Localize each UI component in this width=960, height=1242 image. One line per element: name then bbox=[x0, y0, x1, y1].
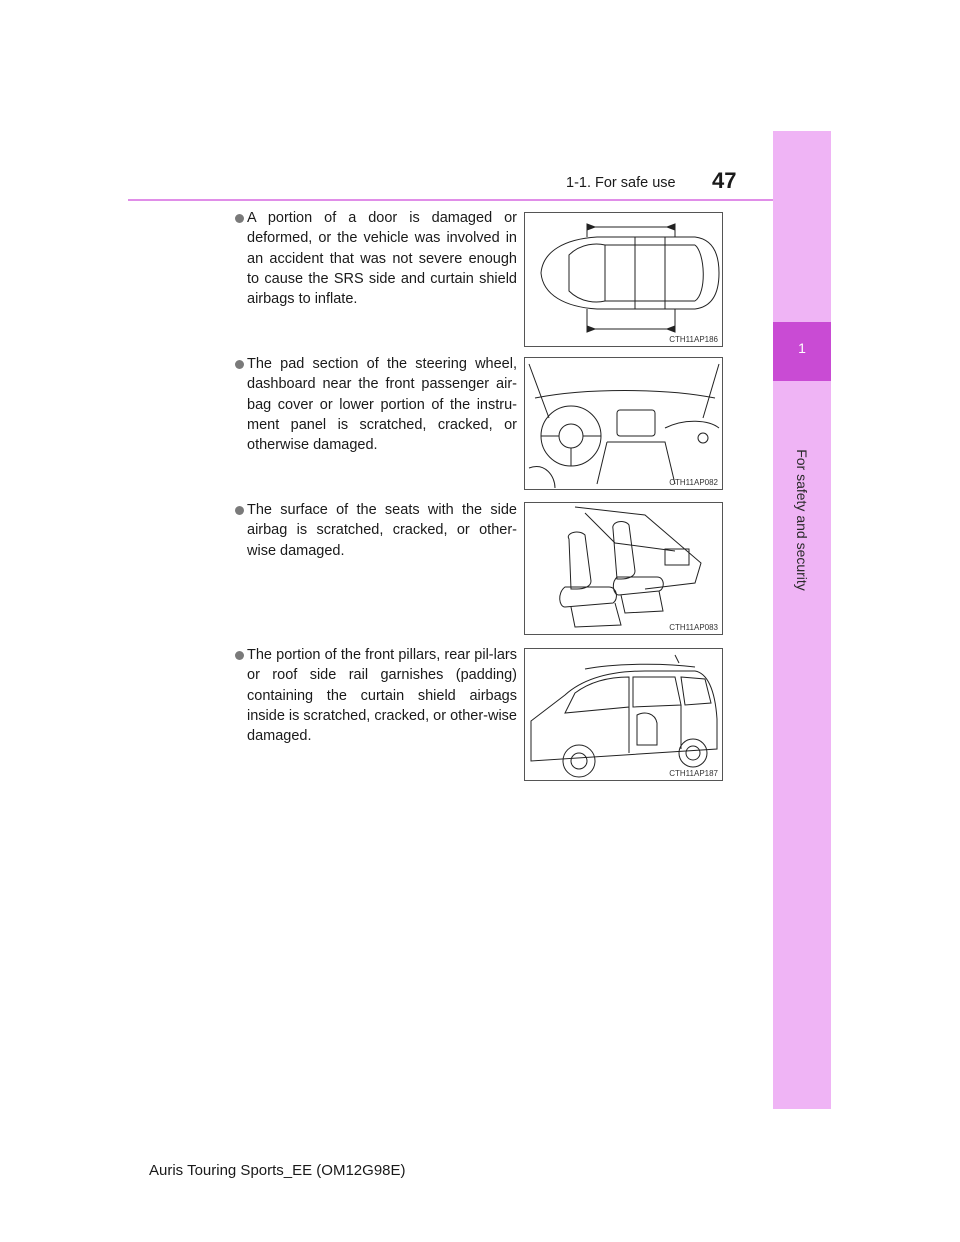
bullet-icon bbox=[235, 651, 244, 660]
header-rule bbox=[128, 199, 831, 201]
bullet-item bbox=[235, 354, 517, 455]
figure-dashboard bbox=[524, 357, 723, 490]
bullet-text: The portion of the front pillars, rear pil-lars or roof side rail garnishes (padding) containing the curtain shield airbags inside is scratched, cracked, or other-wise damaged. bbox=[247, 647, 517, 745]
bullet-text: The surface of the seats with the side airbag is scratched, cracked, or other-wise damaged. bbox=[247, 502, 517, 559]
dashboard-illustration bbox=[525, 358, 722, 489]
chapter-title: For safety and security bbox=[794, 449, 810, 591]
footer-text: Auris Touring Sports_EE (OM12G98E) bbox=[149, 1162, 406, 1179]
bullet-item bbox=[235, 645, 517, 746]
car-top-view-illustration bbox=[525, 213, 722, 346]
bullet-text: The pad section of the steering wheel, dashboard near the front passenger air-bag cover or lower portion of the instru-ment panel is scratched, cracked, or otherwise damaged. bbox=[247, 356, 517, 454]
section-title: 1-1. For safe use bbox=[566, 175, 676, 191]
page-number: 47 bbox=[712, 168, 737, 193]
bullet-icon bbox=[235, 506, 244, 515]
figure-code: CTH11AP083 bbox=[669, 623, 718, 632]
front-seats-illustration bbox=[525, 503, 722, 634]
figure-front-seats bbox=[524, 502, 723, 635]
chapter-block bbox=[773, 322, 831, 381]
figure-car-top-view bbox=[524, 212, 723, 347]
car-side-view-illustration bbox=[525, 649, 722, 780]
chapter-number: 1 bbox=[798, 340, 806, 356]
figure-car-side-view bbox=[524, 648, 723, 781]
figure-code: CTH11AP082 bbox=[669, 478, 718, 487]
bullet-text: A portion of a door is damaged or deformed, or the vehicle was involved in an accident that was not severe enough to cause the SRS side and curtain shield airbags to inflate. bbox=[247, 210, 517, 308]
bullet-icon bbox=[235, 360, 244, 369]
figure-code: CTH11AP186 bbox=[669, 335, 718, 344]
bullet-icon bbox=[235, 214, 244, 223]
bullet-item bbox=[235, 208, 517, 309]
side-tab bbox=[773, 131, 831, 1109]
bullet-item bbox=[235, 500, 517, 561]
figure-code: CTH11AP187 bbox=[669, 769, 718, 778]
